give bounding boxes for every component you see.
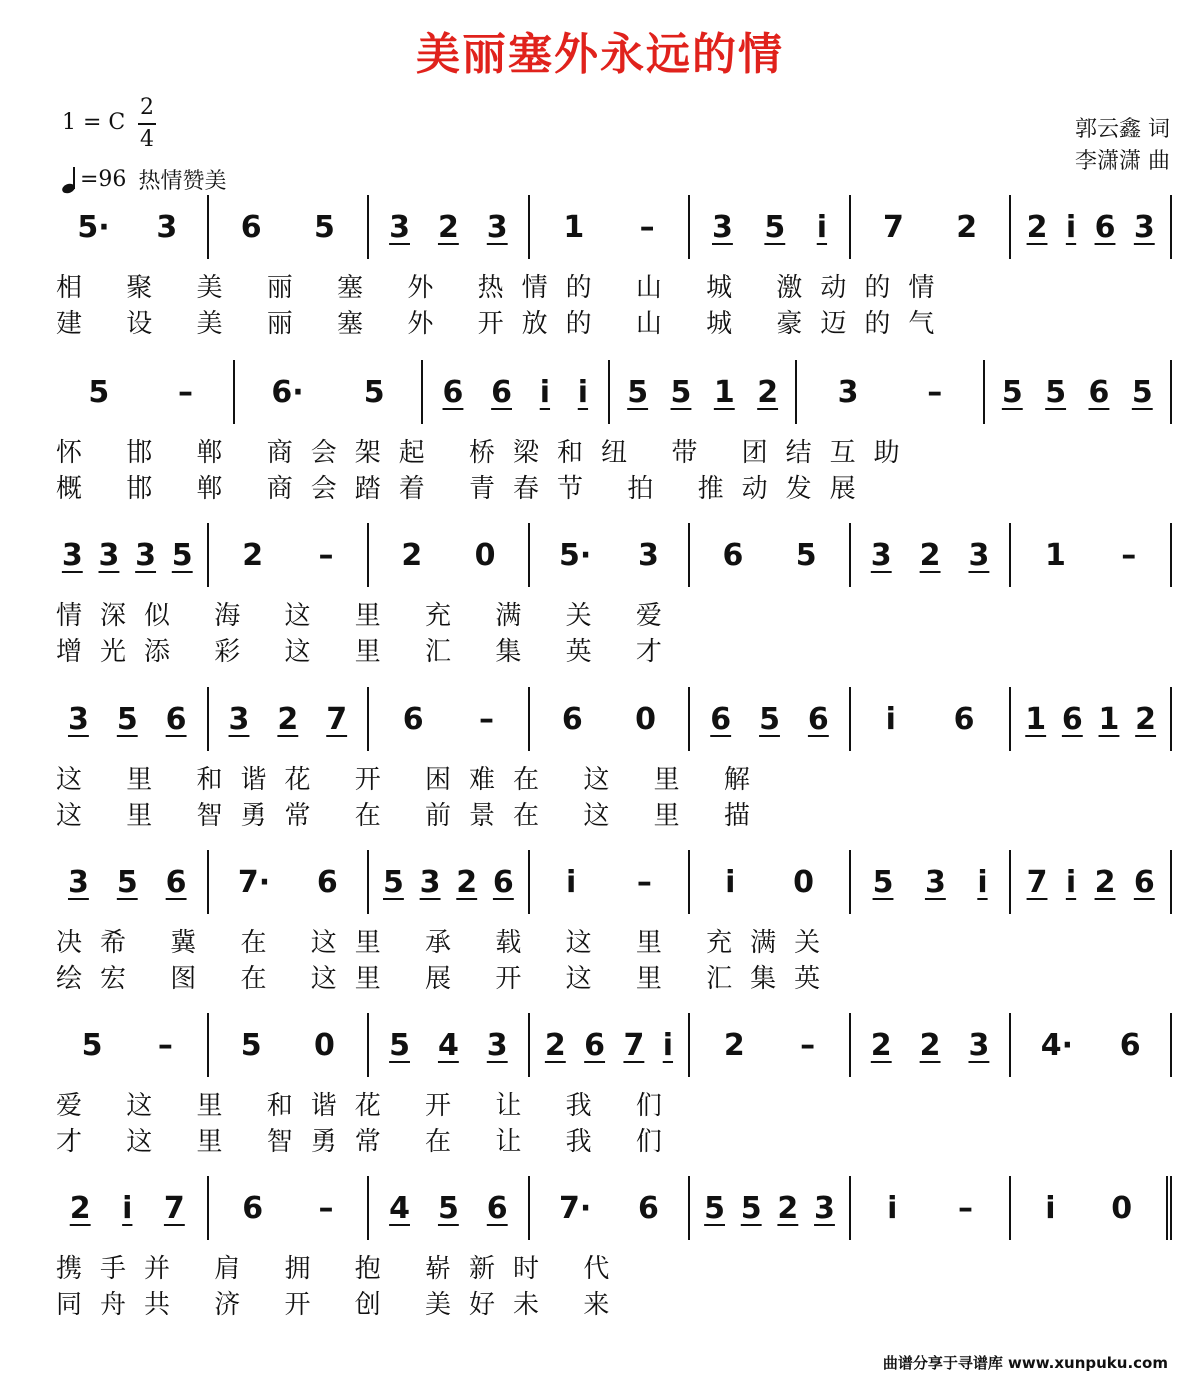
measure [851,195,1012,259]
note: 3 [1133,209,1155,245]
notes-line [48,360,1172,424]
note: 6 [722,537,744,573]
note: 1 [1025,701,1047,737]
notes-line [48,850,1172,914]
note: i [539,374,551,410]
note: 5 [670,374,692,410]
note: 6· [271,374,304,410]
note: 6 [316,864,338,900]
note: 5 [872,864,894,900]
note: – [639,209,655,245]
note: 6 [240,209,262,245]
note: 6 [584,1027,606,1063]
footer-credit: 曲谱分享于寻谱库 www.xunpuku.com [882,1354,1168,1372]
measure [48,1013,209,1077]
note: 7 [623,1027,645,1063]
measure [235,360,422,424]
note: – [1121,537,1137,573]
measure [369,523,530,587]
measure [610,360,797,424]
note: 2 [757,374,779,410]
note: i [1045,1190,1056,1226]
note: 5 [1131,374,1153,410]
time-signature [138,94,156,154]
measure [530,195,691,259]
note: i [1065,864,1077,900]
note: 5 [383,864,404,900]
note: 6 [1119,1027,1141,1063]
time-signature-top: 2 [140,95,154,120]
note: 5 [314,209,335,245]
measure [423,360,610,424]
note: 5 [1001,374,1023,410]
time-signature-divider [138,123,156,125]
note: 2 [69,1190,91,1226]
note: 2 [919,1027,941,1063]
note: 5 [389,1027,410,1063]
note: 6 [953,701,975,737]
score-row [48,850,1172,1000]
note: 1 [713,374,735,410]
note: 6 [561,701,583,737]
note: 5 [88,374,110,410]
note: 2 [437,209,459,245]
measure [530,687,691,751]
note: 5 [116,701,138,737]
note: – [636,864,652,900]
note: 3 [837,374,859,410]
quarter-note-icon [62,167,76,193]
note: 7 [326,701,348,737]
measure [369,1013,530,1077]
note: 4 [389,1190,410,1226]
note: i [725,864,736,900]
measure [690,850,851,914]
note: 4· [1040,1027,1073,1063]
measure [48,523,209,587]
notes-line [48,523,1172,587]
note: 5 [764,209,786,245]
lyrics-verse-1: 爱 这 里 和谐花 开 让 我 们 [56,1091,680,1121]
measure [690,1176,851,1240]
tempo-marking [62,164,226,195]
lyrics-verse-1: 这 里 和谐花 开 困难在 这 里 解 [56,765,768,795]
note: 3 [968,1027,990,1063]
note: 6 [1133,864,1155,900]
note: 6 [638,1190,659,1226]
measure [530,1176,691,1240]
note: 5 [1045,374,1067,410]
measure [48,360,235,424]
note: 3 [228,701,250,737]
note: 2 [544,1027,566,1063]
credits [1075,114,1170,178]
note: – [318,537,334,573]
lyrics-verse-2: 绘宏 图 在 这里 展 开 这 里 汇集英 [56,964,839,994]
measure [851,1013,1012,1077]
measure [851,1176,1012,1240]
note: 2 [242,537,264,573]
measure [369,1176,530,1240]
note: i [1065,209,1077,245]
note: 3 [419,864,441,900]
lyrics-verse-2: 建 设 美 丽 塞 外 开放的 山 城 豪迈的气 [56,309,953,339]
note: – [318,1190,334,1226]
note: i [816,209,828,245]
score-row [48,523,1172,673]
note: i [577,374,589,410]
note: 5 [81,1027,103,1063]
note: 7· [237,864,271,900]
measure [985,360,1172,424]
note: 5 [627,374,649,410]
note: 4 [437,1027,459,1063]
note: – [157,1027,173,1063]
note: i [122,1190,133,1226]
note: 2 [456,864,478,900]
note: 6 [710,701,732,737]
note: 2 [1094,864,1116,900]
score-row [48,195,1172,345]
measure [48,687,209,751]
note: 6 [165,701,187,737]
note: 3 [98,537,120,573]
note: 0 [1111,1190,1133,1226]
lyrics-verse-2: 才 这 里 智勇常 在 让 我 们 [56,1127,680,1157]
note: 2 [870,1027,892,1063]
note: 5 [363,374,385,410]
measure [48,850,209,914]
measure [209,850,370,914]
note: 3 [486,209,508,245]
note: – [927,374,943,410]
lyrics-verse-1: 情深似 海 这 里 充 满 关 爱 [56,601,680,631]
note: 3 [486,1027,508,1063]
note: 6 [1094,209,1116,245]
note: i [662,1027,674,1063]
note: 3 [67,701,89,737]
note: 3 [968,537,990,573]
note: 3 [712,209,733,245]
measure [530,850,691,914]
measure [690,523,851,587]
note: 0 [474,537,496,573]
measure [209,195,370,259]
measure [1011,195,1172,259]
note: 2 [919,537,941,573]
note: 6 [807,701,829,737]
note: 3 [870,537,892,573]
note: 5· [77,209,110,245]
note: 2 [277,701,299,737]
note: 2 [777,1190,799,1226]
note: 1 [1098,701,1120,737]
score-row [48,1176,1172,1326]
note: i [885,701,896,737]
note: 6 [486,1190,508,1226]
measure [1011,850,1172,914]
note: 3 [67,864,89,900]
measure [369,195,530,259]
note: 5· [559,537,592,573]
measure [369,687,530,751]
measure [690,195,851,259]
score-row [48,1013,1172,1163]
note: 5 [759,701,780,737]
measure [209,523,370,587]
measure [209,687,370,751]
note: i [887,1190,898,1226]
expression-mark: 热情赞美 [138,169,227,194]
note: 2 [1026,209,1048,245]
measure [851,687,1012,751]
note: 6 [242,1190,264,1226]
lyrics-verse-1: 携手并 肩 拥 抱 崭新时 代 [56,1254,628,1284]
note: 5 [171,537,193,573]
note: 6 [402,701,424,737]
measure [851,850,1012,914]
tempo-value: =96 [80,167,127,192]
note: – [479,701,495,737]
measure [851,523,1012,587]
note: 1 [563,209,585,245]
note: 3 [389,209,410,245]
notes-line [48,195,1172,259]
note: 6 [491,374,512,410]
note: 0 [793,864,814,900]
measure [209,1013,370,1077]
measure [530,523,691,587]
lyrics-verse-2: 概 邯 郸 商会踏着 青春节 拍 推动发展 [56,474,874,504]
note: 7 [163,1190,185,1226]
note: 3 [638,537,659,573]
note: 3 [156,209,178,245]
notes-line [48,1013,1172,1077]
note: 3 [814,1190,835,1226]
lyrics-verse-2: 同舟共 济 开 创 美好未 来 [56,1290,628,1320]
note: 7· [559,1190,592,1226]
notes-line [48,687,1172,751]
notes-line [48,1176,1172,1240]
lyrics-verse-2: 增光添 彩 这 里 汇 集 英 才 [56,637,680,667]
note: 5 [240,1027,262,1063]
measure [209,1176,370,1240]
note: 3 [924,864,946,900]
note: 5 [704,1190,725,1226]
note: 0 [314,1027,335,1063]
measure [48,195,209,259]
note: 6 [442,374,464,410]
note: 2 [956,209,978,245]
lyrics-verse-1: 相 聚 美 丽 塞 外 热情的 山 城 激动的情 [56,273,953,303]
measure [369,850,530,914]
note: – [177,374,193,410]
score-row [48,687,1172,837]
measure [1011,687,1172,751]
note: 3 [135,537,157,573]
note: 6 [492,864,514,900]
lyricist: 郭云鑫 词 [1075,117,1170,142]
key-signature: 1 = C [62,110,126,135]
note: – [958,1190,974,1226]
note: 5 [437,1190,459,1226]
note: 2 [401,537,423,573]
lyrics-verse-2: 这 里 智勇常 在 前景在 这 里 描 [56,801,768,831]
measure [48,1176,209,1240]
note: 5 [116,864,138,900]
measure [530,1013,691,1077]
note: 6 [1088,374,1110,410]
composer: 李潇潇 曲 [1075,149,1170,174]
note: 2 [1135,701,1157,737]
note: 7 [883,209,904,245]
note: 7 [1026,864,1048,900]
lyrics-verse-1: 决希 冀 在 这里 承 载 这 里 充满关 [56,928,839,958]
measure [797,360,984,424]
score-row [48,360,1172,510]
note: 3 [61,537,83,573]
note: 0 [635,701,657,737]
note: 1 [1045,537,1066,573]
note: i [977,864,988,900]
measure [1011,523,1172,587]
note: 5 [795,537,817,573]
measure [690,687,851,751]
note: i [566,864,577,900]
song-title: 美丽塞外永远的情 [416,29,784,80]
time-signature-bottom: 4 [140,126,154,152]
note: – [800,1027,816,1063]
measure [690,1013,851,1077]
note: 6 [1061,701,1083,737]
note: 6 [165,864,187,900]
lyrics-verse-1: 怀 邯 郸 商会架起 桥梁和纽 带 团结互助 [56,438,918,468]
measure [1011,1013,1172,1077]
note: 5 [740,1190,762,1226]
note: 2 [723,1027,745,1063]
measure [1011,1176,1172,1240]
